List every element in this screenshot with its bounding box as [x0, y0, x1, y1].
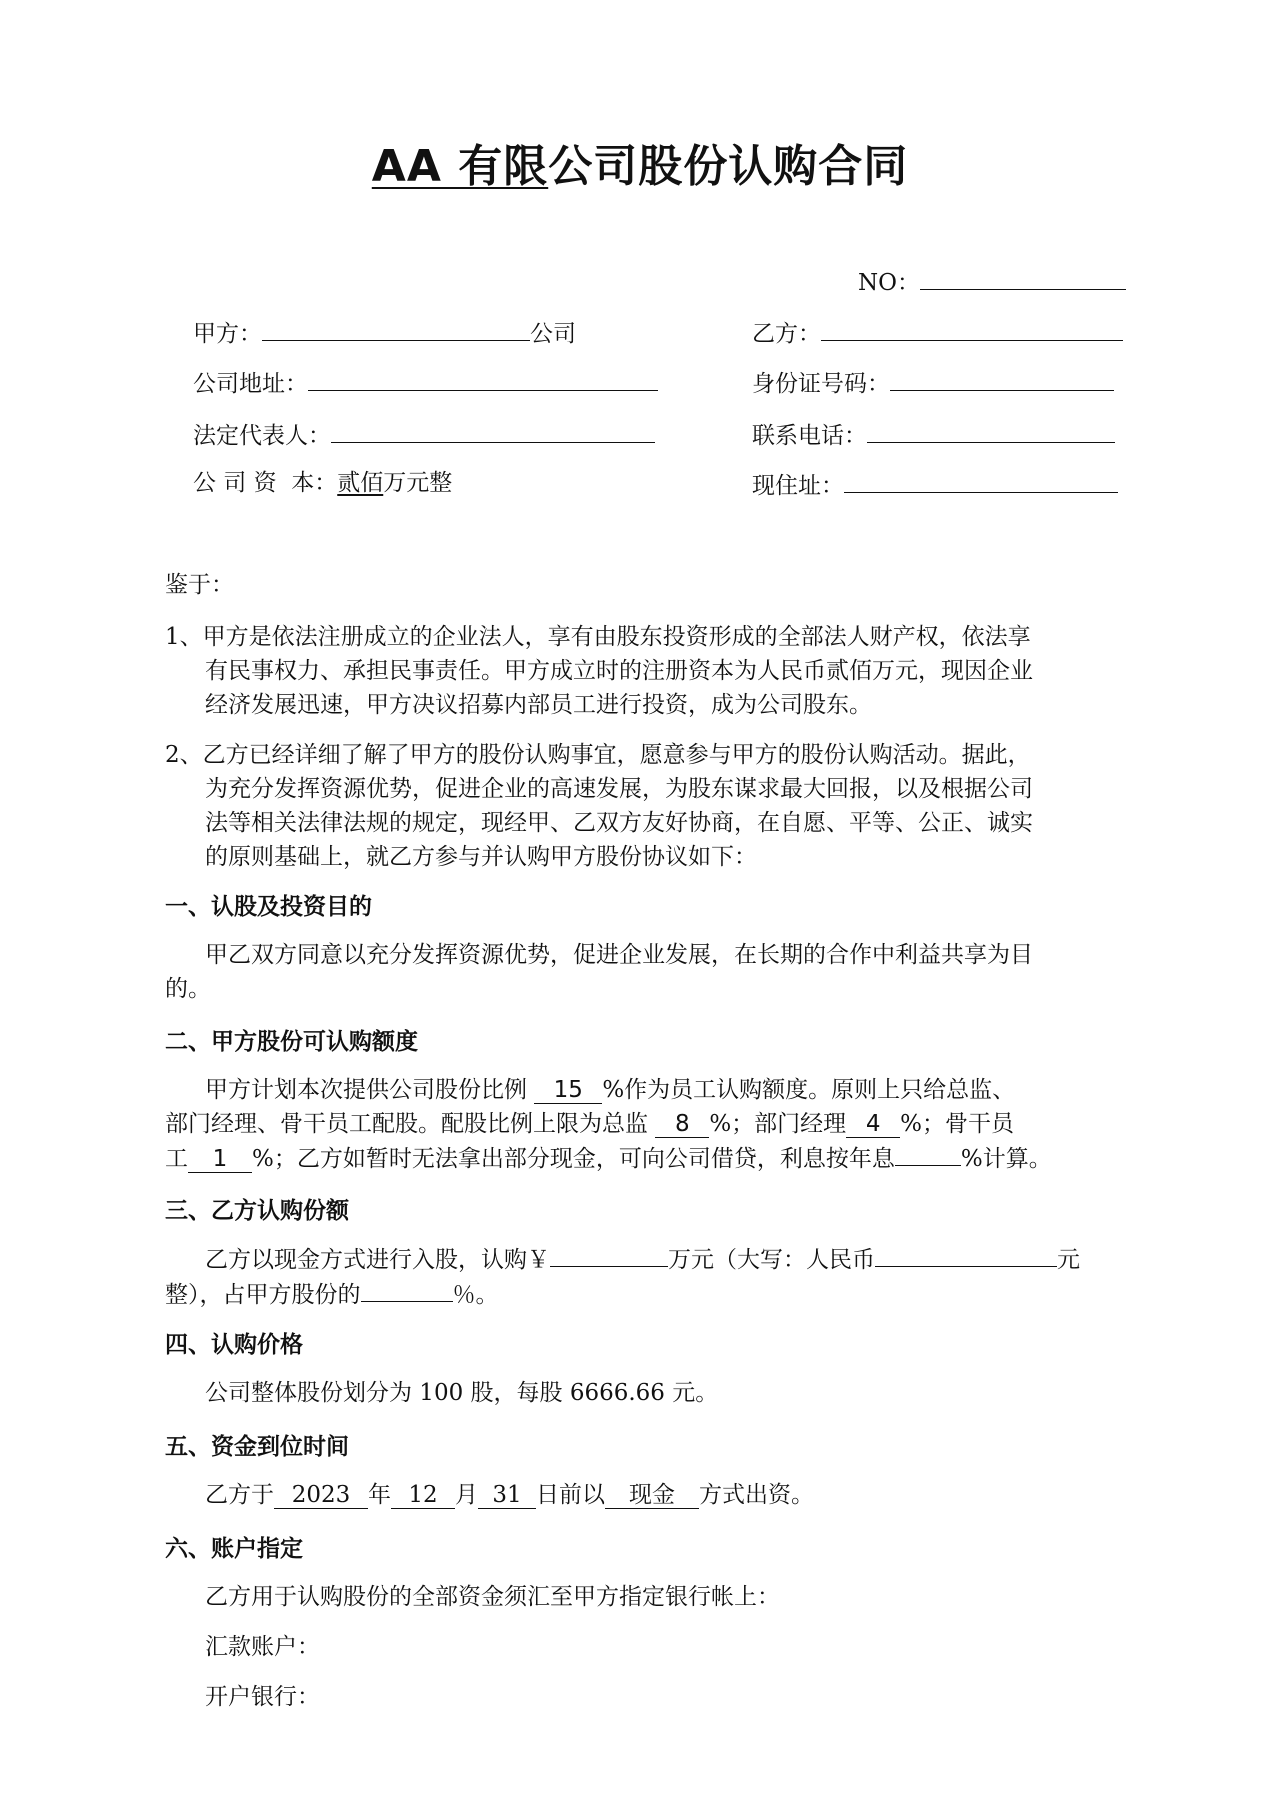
no-label: NO：	[858, 270, 920, 296]
party-a-suffix: 公司	[530, 321, 576, 347]
s1-line-1: 甲乙双方同意以充分发挥资源优势，促进企业发展，在长期的合作中利益共享为目	[205, 942, 1033, 968]
whereas-2-line-1: 2、乙方已经详细了解了甲方的股份认购事宜，愿意参与甲方的股份认购活动。据此，	[165, 742, 1031, 768]
payment-day[interactable]: 31	[478, 1482, 536, 1509]
section-1-body	[165, 938, 1033, 1006]
legal-rep-blank[interactable]	[331, 418, 655, 443]
section-2-title: 二、甲方股份可认购额度	[165, 1029, 418, 1055]
total-share-percent[interactable]: 15	[534, 1077, 602, 1104]
s1-line-2: 的。	[165, 976, 211, 1002]
capital-value-underlined: 贰佰	[337, 470, 384, 496]
s5-text-b: 年	[368, 1482, 391, 1508]
s2-text-b: %作为员工认购额度。原则上只给总监、	[602, 1077, 1016, 1103]
party-b	[752, 316, 1123, 349]
address-label: 公司地址：	[193, 371, 308, 397]
s3-text-e: ％。	[452, 1282, 499, 1308]
remittance-account: 汇款账户：	[205, 1634, 320, 1660]
s5-text-e: 方式出资。	[699, 1482, 814, 1508]
s2-line-3	[165, 1141, 1052, 1176]
interest-rate-blank[interactable]	[895, 1141, 961, 1166]
whereas-2-line-3: 法等相关法律法规的规定，现经甲、乙双方友好协商，在自愿、平等、公正、诚实	[205, 810, 1033, 836]
s5-text-c: 月	[455, 1482, 478, 1508]
s2-text-g: %；乙方如暂时无法拿出部分现金，可向公司借贷，利息按年息	[252, 1146, 895, 1172]
manager-percent[interactable]: 4	[846, 1111, 900, 1138]
s3-text-d: 整），占甲方股份的	[165, 1282, 361, 1308]
id-label: 身份证号码：	[752, 371, 890, 397]
s2-text-e: %；骨干员	[900, 1111, 1015, 1137]
amount-in-words-blank[interactable]	[875, 1242, 1057, 1267]
whereas-1-line-3: 经济发展迅速，甲方决议招募内部员工进行投资，成为公司股东。	[205, 692, 872, 718]
section-3-body	[165, 1242, 1080, 1312]
s3-line-2	[165, 1277, 1080, 1312]
whereas-2-line-4: 的原则基础上，就乙方参与并认购甲方股份协议如下：	[205, 844, 757, 870]
s3-line-1	[165, 1242, 1080, 1277]
id-blank[interactable]	[890, 366, 1114, 391]
whereas-item-1	[165, 620, 1033, 722]
phone-label: 联系电话：	[752, 423, 867, 449]
section-3-title: 三、乙方认购份额	[165, 1198, 349, 1224]
payment-method[interactable]: 现金	[605, 1482, 699, 1509]
s2-text-d: %；部门经理	[709, 1111, 847, 1137]
party-b-label: 乙方：	[752, 321, 821, 347]
payment-month[interactable]: 12	[391, 1482, 455, 1509]
title-rest: 公司股份认购合同	[548, 141, 909, 192]
party-a-label: 甲方：	[193, 321, 262, 347]
title-underlined-part: AA 有限	[371, 141, 549, 192]
section-5-body	[205, 1478, 814, 1512]
s3-text-b: 万元（大写：人民币	[668, 1247, 875, 1273]
document-title	[0, 130, 1280, 194]
section-6-title: 六、账户指定	[165, 1536, 303, 1562]
company-address	[193, 366, 658, 399]
s2-text-a: 甲方计划本次提供公司股份比例	[205, 1077, 527, 1103]
section-1-title: 一、认股及投资目的	[165, 894, 372, 920]
section-6-body: 乙方用于认购股份的全部资金须汇至甲方指定银行帐上：	[205, 1584, 780, 1610]
s3-text-a: 乙方以现金方式进行入股，认购￥	[205, 1247, 550, 1273]
residence-label: 现住址：	[752, 473, 844, 499]
residence-blank[interactable]	[844, 468, 1118, 493]
id-number	[752, 366, 1114, 399]
staff-percent[interactable]: 1	[188, 1146, 252, 1173]
legal-representative	[193, 418, 655, 451]
s5-text-d: 日前以	[536, 1482, 605, 1508]
phone-blank[interactable]	[867, 418, 1115, 443]
whereas-item-2	[165, 738, 1033, 874]
s5-text-a: 乙方于	[205, 1482, 274, 1508]
whereas-1-line-2: 有民事权力、承担民事责任。甲方成立时的注册资本为人民币贰佰万元，现因企业	[205, 658, 1033, 684]
whereas-2-line-2: 为充分发挥资源优势，促进企业的高速发展，为股东谋求最大回报，以及根据公司	[205, 776, 1033, 802]
s2-text-h: %计算。	[960, 1146, 1052, 1172]
registered-capital	[193, 468, 452, 498]
phone	[752, 418, 1115, 451]
s2-line-2	[165, 1107, 1052, 1141]
opening-bank: 开户银行：	[205, 1684, 320, 1710]
party-b-blank[interactable]	[821, 316, 1123, 341]
capital-label: 公 司 资 本：	[193, 470, 338, 496]
address-blank[interactable]	[308, 366, 658, 391]
section-4-title: 四、认购价格	[165, 1332, 303, 1358]
payment-year[interactable]: 2023	[274, 1482, 368, 1509]
capital-value-rest: 万元整	[383, 470, 453, 496]
s2-text-c: 部门经理、骨干员工配股。配股比例上限为总监	[165, 1111, 648, 1137]
whereas-1-line-1: 1、甲方是依法注册成立的企业法人，享有由股东投资形成的全部法人财产权，依法享	[165, 624, 1031, 650]
party-a-blank[interactable]	[262, 316, 530, 341]
section-4-body: 公司整体股份划分为 100 股，每股 6666.66 元。	[205, 1380, 719, 1406]
whereas-label: 鉴于：	[165, 572, 234, 598]
residence	[752, 468, 1118, 501]
share-percent-blank[interactable]	[361, 1277, 453, 1302]
director-percent[interactable]: 8	[655, 1111, 709, 1138]
contract-number	[858, 265, 1126, 298]
no-blank[interactable]	[920, 265, 1126, 290]
s2-line-1	[165, 1073, 1052, 1107]
s2-text-f: 工	[165, 1146, 188, 1172]
s3-text-c: 元	[1057, 1247, 1080, 1273]
subscription-amount-blank[interactable]	[550, 1242, 668, 1267]
legal-rep-label: 法定代表人：	[193, 423, 331, 449]
section-5-title: 五、资金到位时间	[165, 1434, 349, 1460]
section-2-body	[165, 1073, 1052, 1176]
party-a	[193, 316, 576, 349]
